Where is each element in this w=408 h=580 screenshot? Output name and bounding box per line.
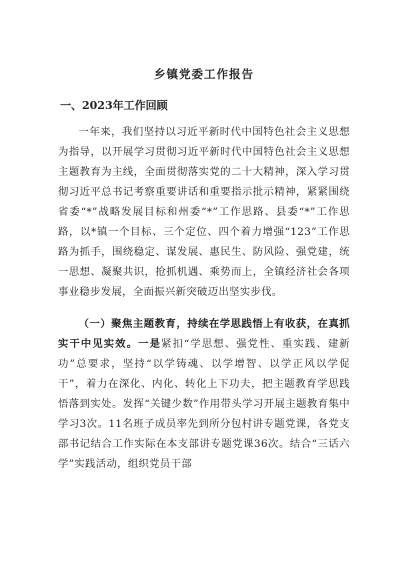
paragraph-theme-education (58, 314, 350, 474)
paragraph-bold-lead: （一）聚焦主题教育，持续在学思践悟上有收获，在真抓实干中见实效。一是 (58, 318, 350, 350)
paragraph-overview: 一年来，我们坚持以习近平新时代中国特色社会主义思想为指导，以开展学习贯彻习近平新时代中国特色社会主义思想主题教育为主线，全面贯彻落实党的二十大精神，深入学习贯彻习近平总书记考察重要讲话和重要指示批示精神，紧紧围绕省委“*”战略发展目标和州委“*”工作思路、县委“*”工作思路，以*镇一个目标、三个定位、四个着力增强“123”工作思路为抓手，围绕稳定、谋发展、惠民生、防风险、强党建，统一思想、凝聚共识，抢抓机遇、乘势而上，全镇经济社会各项事业稳步发展，全面振兴新突破迈出坚实步伐。 (58, 126, 350, 298)
section-heading-review: 一、2023年工作回顾 (60, 99, 168, 112)
paragraph-body: 紧扣“学思想、强党性、重实践、建新功”总要求，坚持“以学铸魂、以学增智、以学正风以学促干”，着力在深化、内化、转化上下功夫，把主题教育学思践悟落到实处。发挥“关键少数”作用带头学习开展主题教育集中学习3次。11名班子成员率先到所分包村讲专题党课，各党支部书记结合工作实际在本支部讲专题党课36次。结合“三话六学”实践活动，组织党员干部 (58, 338, 350, 470)
document-title: 乡镇党委工作报告 (154, 67, 254, 81)
